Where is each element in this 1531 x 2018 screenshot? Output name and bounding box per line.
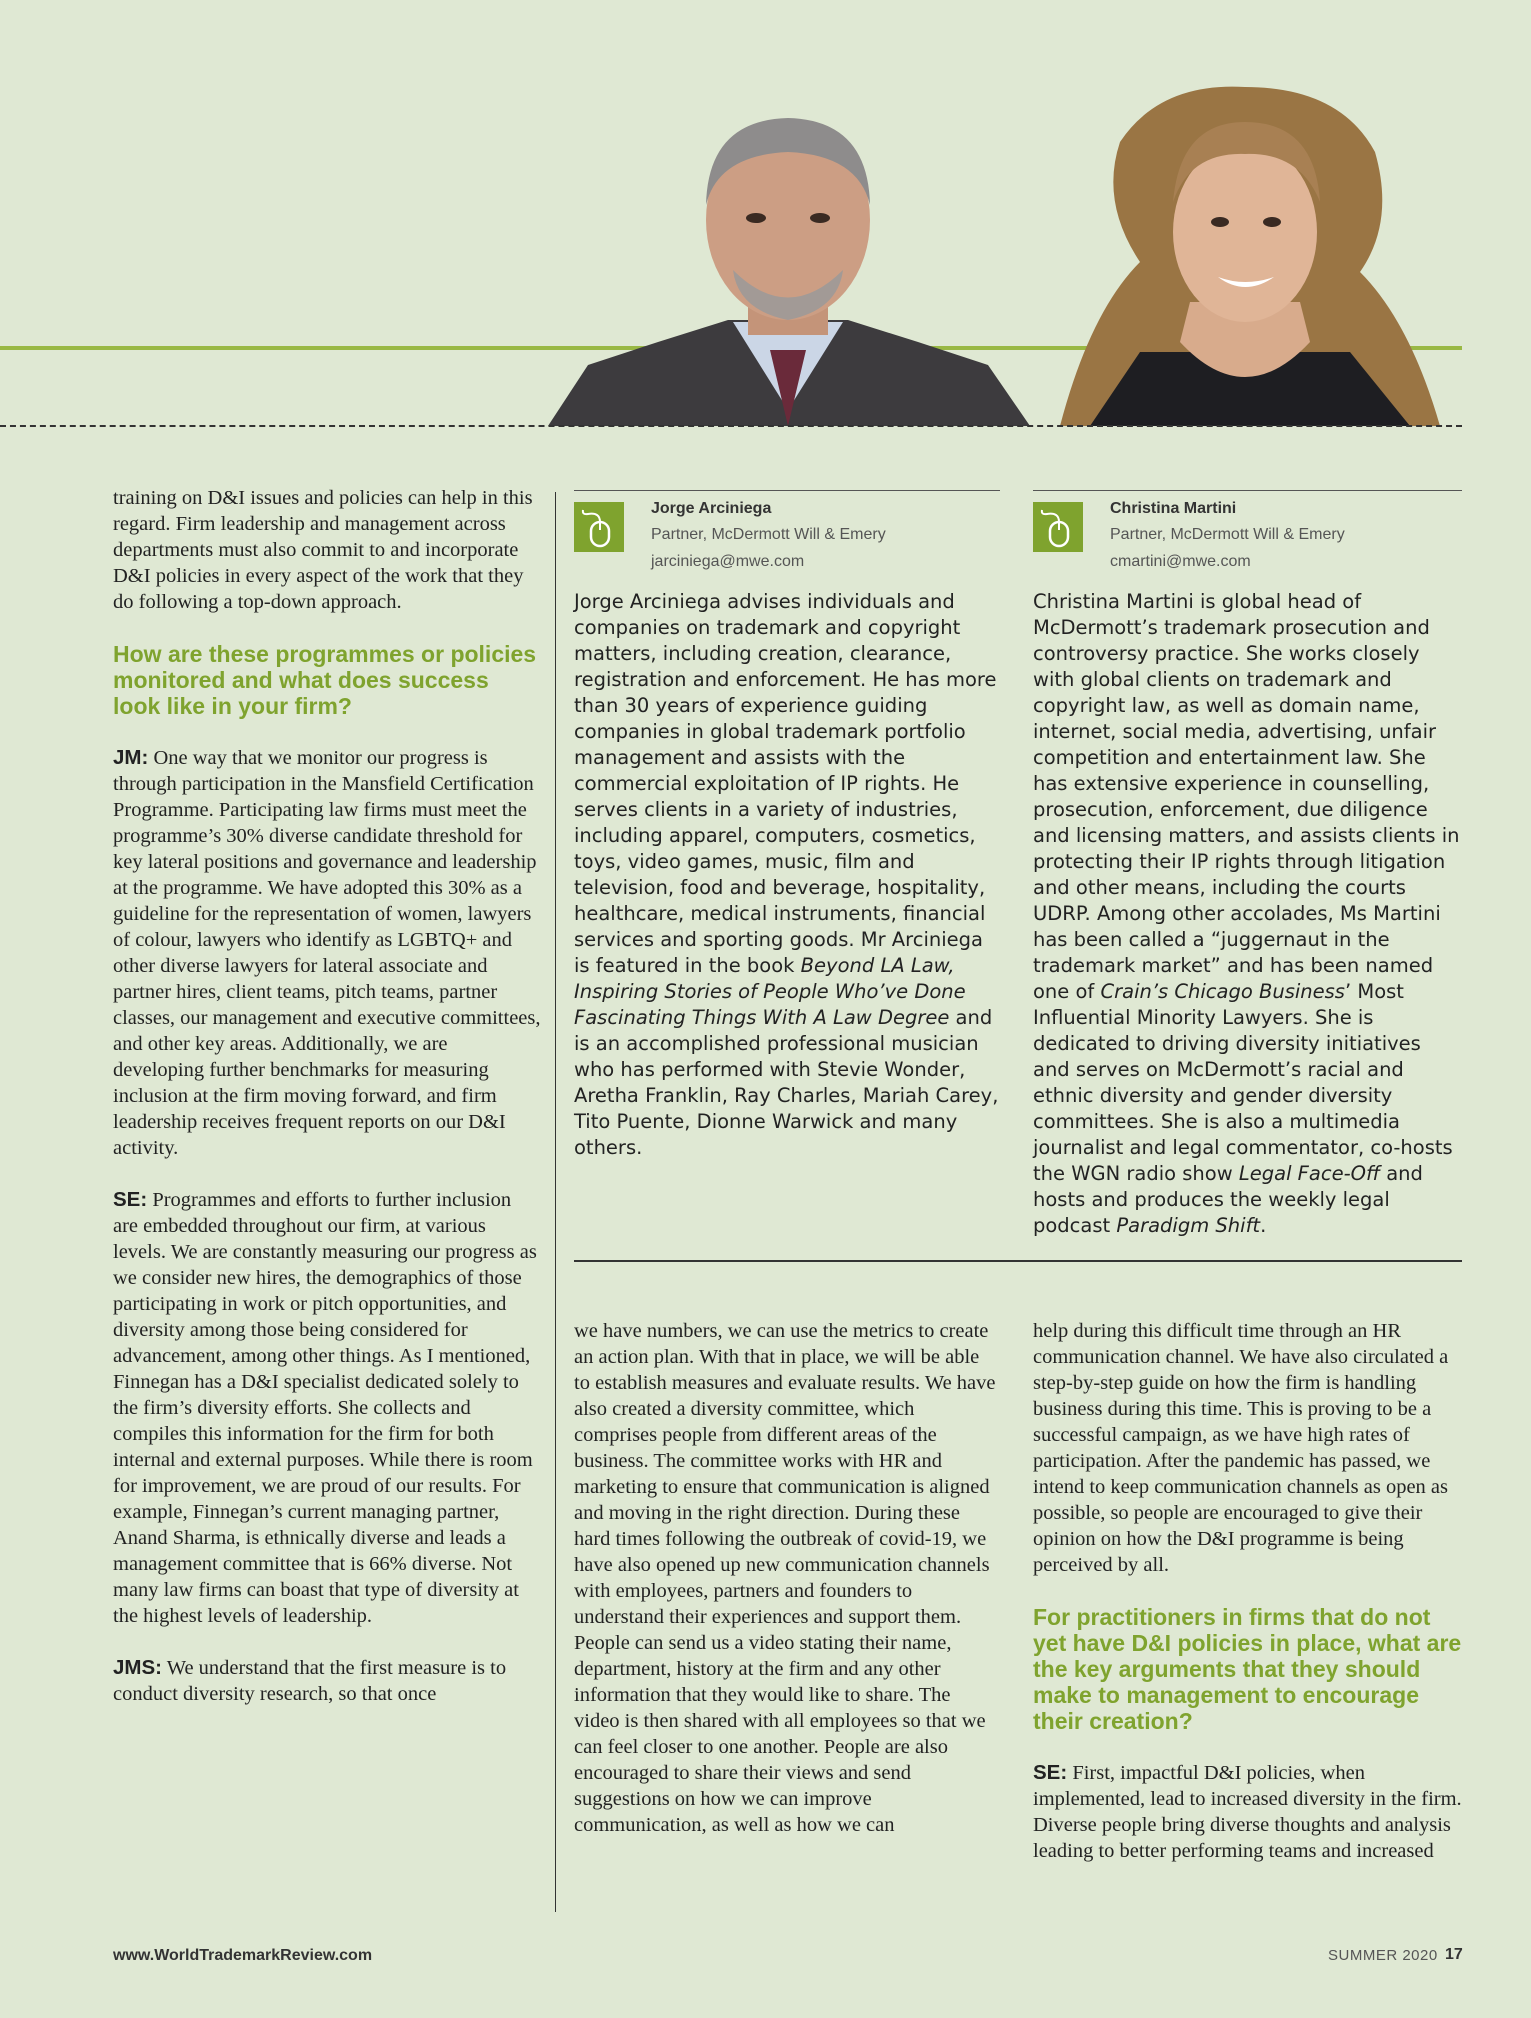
paragraph: SE: Programmes and efforts to further inclusion are embedded throughout our firm, at various levels. We are constantly measuring our progress as we consider new hires, the demographics of those participating in work or pitch opportunities, and diversity among those being considered for advancement, among other things. As I mentioned, Finnegan has a D&I specialist dedicated solely to the firm’s diversity efforts. She collects and compiles this information for the firm for both internal and external purposes. While there is room for improvement, we are proud of our results. For example, Finnegan’s current managing partner, Anand Sharma, is ethnically diverse and leads a management committee that is 66% diverse. Not many law firms can boast that type of diversity at the highest levels of leadership.: [113, 1188, 537, 1627]
paragraph: JMS: We understand that the first measure is to conduct diversity research, so that once: [113, 1656, 507, 1705]
paragraph: JM: One way that we monitor our progress is through participation in the Mansfield Certification Programme. Participating law firms must meet the programme’s 30% diverse candidate threshold for key lateral positions and governance and leadership at the programme. We have adopted this 30% as a guideline for the representation of women, lawyers of colour, lawyers who identify as LGBTQ+ and other diverse lawyers for lateral associate and partner hires, client teams, pitch teams, partner classes, our management and executive committees, and other key areas. Additionally, we are developing further benchmarks for measuring inclusion at the firm moving forward, and firm leadership receives frequent reports on our D&I activity.: [113, 746, 541, 1159]
bio-title: Partner, McDermott Will & Emery: [651, 526, 886, 543]
paragraph: SE: First, impactful D&I policies, when implemented, lead to increased diversity in the firm. Diverse people bring diverse thoughts and analysis leading to better performing teams and increased: [1033, 1761, 1462, 1862]
mouse-icon: [574, 502, 624, 552]
paragraph: training on D&I issues and policies can help in this regard. Firm leadership and management across departments must also commit to and incorporate D&I policies in every aspect of the work that they do following a top-down approach.: [113, 487, 533, 613]
bio-name: Jorge Arciniega: [651, 500, 772, 517]
bio-email: jarciniega@mwe.com: [651, 553, 805, 570]
speaker-label: SE:: [113, 1188, 148, 1211]
article-column-2: [574, 1318, 1000, 1838]
bio-title: Partner, McDermott Will & Emery: [1110, 526, 1345, 543]
speaker-label: SE:: [1033, 1761, 1068, 1784]
paragraph: help during this difficult time through an HR communication channel. We have also circulated a step-by-step guide on how the firm is handling business during this time. This is proving to be a successful campaign, as we have high rates of participation. After the pandemic has passed, we intend to keep communication channels as open as possible, so people are encouraged to give their opinion on how the D&I programme is being perceived by all.: [1033, 1320, 1449, 1576]
bio-top-rule: [574, 490, 1000, 491]
page-number: 17: [1445, 1946, 1463, 1963]
article-column-3: [1033, 1318, 1462, 1864]
bio-email: cmartini@mwe.com: [1110, 553, 1251, 570]
article-column-1: [113, 485, 541, 1707]
footer-issue: SUMMER 2020: [1328, 1947, 1438, 1964]
question-heading: How are these programmes or policies monitored and what does success look like in your firm?: [113, 641, 537, 719]
header-dashed-rule: [0, 425, 1462, 427]
portrait-jorge-arciniega: [548, 110, 1030, 426]
bio-bottom-rule: [574, 1260, 1462, 1262]
bio-name: Christina Martini: [1110, 500, 1237, 517]
footer-url: www.WorldTrademarkReview.com: [113, 1947, 373, 1964]
column-divider: [555, 492, 556, 1912]
mouse-icon: [1033, 502, 1083, 552]
question-heading: For practitioners in firms that do not yet have D&I policies in place, what are the key arguments that they should make to management to encourage their creation?: [1033, 1604, 1462, 1734]
speaker-label: JM:: [113, 746, 149, 769]
bio-text: Christina Martini is global head of McDermott’s trademark prosecution and controversy practice. She works closely with global clients on trademark and copyright law, as well as domain name, internet, social media, advertising, unfair competition and entertainment law. She has extensive experience in counselling, prosecution, enforcement, due diligence and licensing matters, and assists clients in protecting their IP rights through litigation and other means, including the courts UDRP. Among other accolades, Ms Martini has been called a “juggernaut in the trademark market” and has been named one of Crain’s Chicago Business’ Most Influential Minority Lawyers. She is dedicated to driving diversity initiatives and serves on McDermott’s racial and ethnic diversity and gender diversity committees. She is also a multimedia journalist and legal commentator, co-hosts the WGN radio show Legal Face-Off and hosts and produces the weekly legal podcast Paradigm Shift.: [1033, 590, 1460, 1237]
paragraph: we have numbers, we can use the metrics to create an action plan. With that in place, we will be able to establish measures and evaluate results. We have also created a diversity committee, which comprises people from different areas of the business. The committee works with HR and marketing to ensure that communication is aligned and moving in the right direction. During these hard times following the outbreak of covid-19, we have also opened up new communication channels with employees, partners and founders to understand their experiences and support them. People can send us a video stating their name, department, history at the firm and any other information that they would like to share. The video is then shared with all employees so that we can feel closer to one another. People are also encouraged to share their views and send suggestions on how we can improve communication, as well as how we can: [574, 1320, 996, 1836]
bio-text: Jorge Arciniega advises individuals and companies on trademark and copyright matters, including creation, clearance, registration and enforcement. He has more than 30 years of experience guiding companies in global trademark portfolio management and assists with the commercial exploitation of IP rights. He serves clients in a variety of industries, including apparel, computers, cosmetics, toys, video games, music, film and television, food and beverage, hospitality, healthcare, medical instruments, financial services and sporting goods. Mr Arciniega is featured in the book Beyond LA Law, Inspiring Stories of People Who’ve Done Fascinating Things With A Law Degree and is an accomplished professional musician who has performed with Stevie Wonder, Aretha Franklin, Ray Charles, Mariah Carey, Tito Puente, Dionne Warwick and many others.: [574, 590, 999, 1159]
bio-top-rule: [1033, 490, 1462, 491]
portrait-christina-martini: [1030, 82, 1462, 426]
speaker-label: JMS:: [113, 1656, 162, 1679]
